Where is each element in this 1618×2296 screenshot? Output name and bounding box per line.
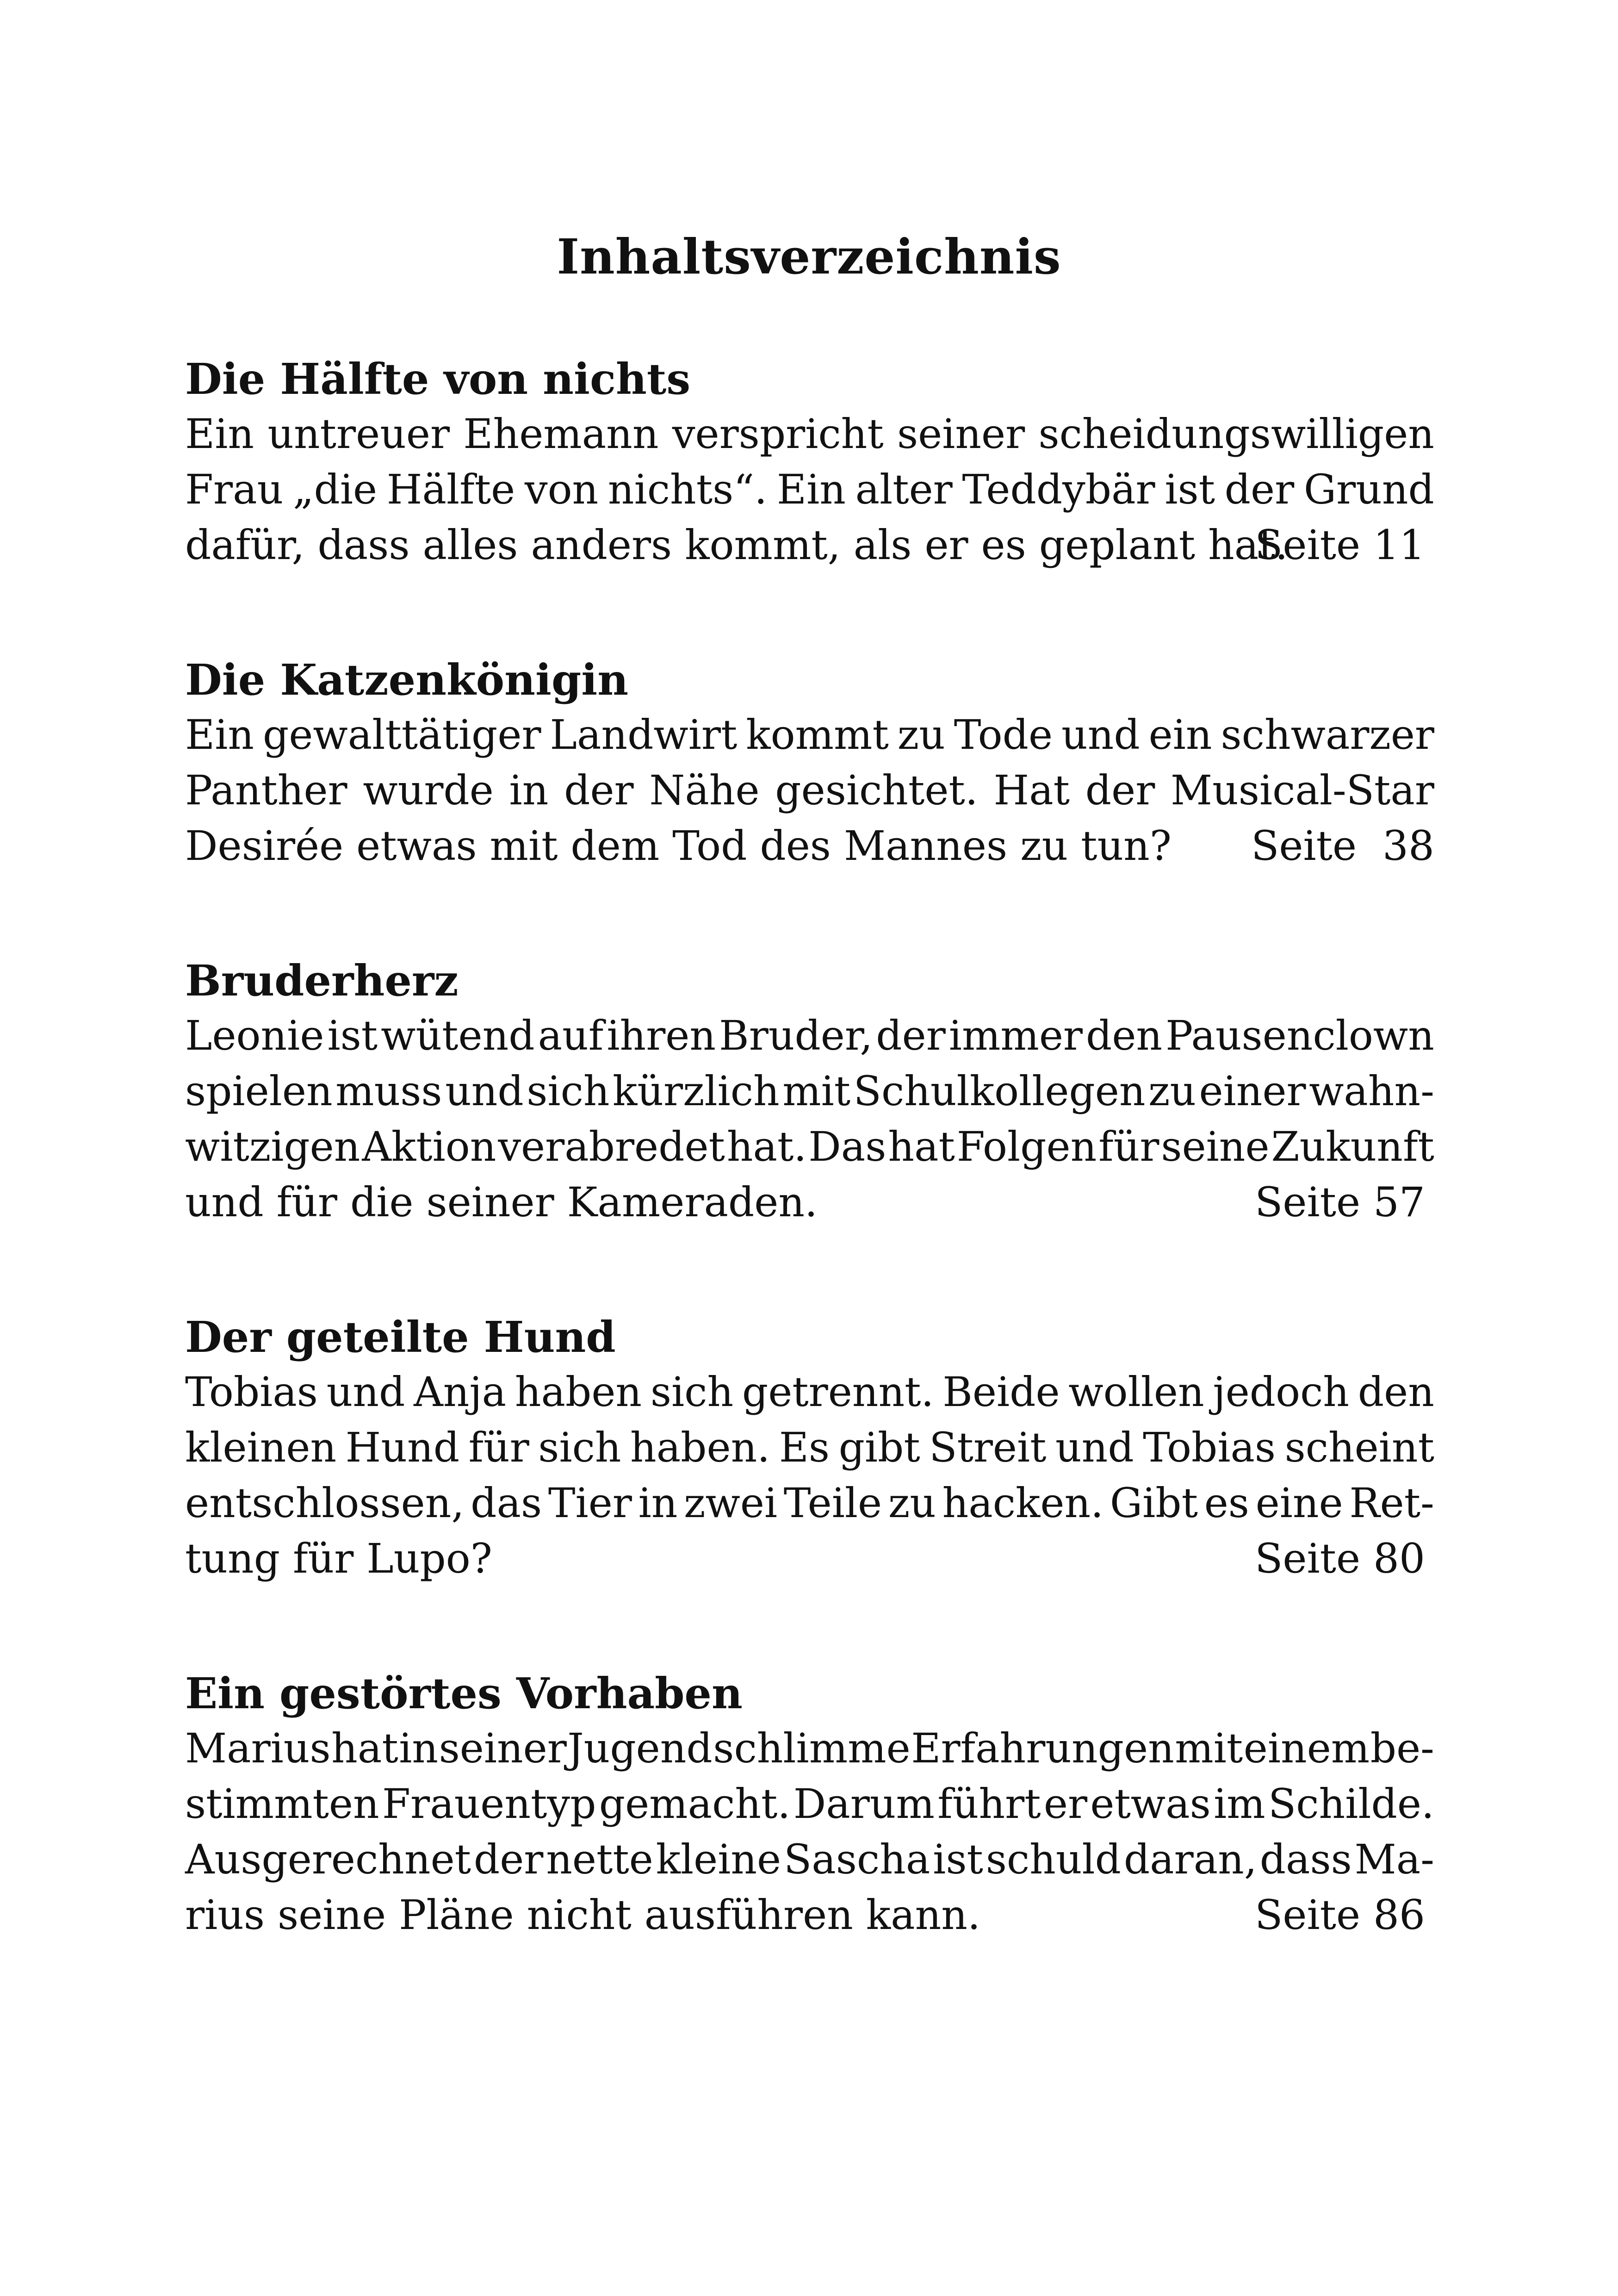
word: Streit	[929, 1424, 1047, 1471]
word: wütend	[381, 1012, 535, 1059]
word: ist	[327, 1012, 378, 1059]
word: Erfahrungen	[911, 1724, 1174, 1772]
entry-description-line	[185, 1776, 1434, 1832]
word: Hund	[345, 1424, 460, 1471]
word: Ein	[185, 410, 254, 458]
word: Folgen	[956, 1123, 1097, 1170]
word: sich	[650, 1368, 734, 1416]
word: schuld	[986, 1836, 1121, 1883]
word: kürzlich	[613, 1067, 780, 1115]
word: der	[564, 766, 634, 814]
word: der	[1085, 766, 1155, 814]
word: Schilde.	[1268, 1780, 1434, 1828]
word: mit	[782, 1067, 851, 1115]
entry-description-line	[185, 1119, 1434, 1175]
word: den	[1086, 1012, 1163, 1059]
word: der	[876, 1012, 946, 1059]
word: Sascha	[783, 1836, 930, 1883]
word: Teddybär	[962, 466, 1155, 513]
entry-description-line	[185, 707, 1434, 763]
word: Anja	[414, 1368, 507, 1416]
word: von	[524, 466, 599, 513]
word: hat	[331, 1724, 398, 1772]
word: hat	[888, 1123, 955, 1170]
entry-description-end: rius seine Pläne nicht ausführen kann.	[185, 1891, 980, 1939]
word: seine	[1161, 1123, 1270, 1170]
word: sich	[527, 1067, 610, 1115]
word: Tobias	[185, 1368, 318, 1416]
word: Frauentyp	[382, 1780, 596, 1828]
word: getrennt.	[742, 1368, 934, 1416]
entry-description-line	[185, 1364, 1434, 1420]
word: es	[1204, 1479, 1249, 1527]
word: etwas	[1090, 1780, 1211, 1828]
entry-description-end: und für die seiner Kameraden.	[185, 1178, 818, 1226]
word: daran,	[1123, 1836, 1257, 1883]
word: in	[509, 766, 549, 814]
word: für	[468, 1424, 529, 1471]
word: spielen	[185, 1067, 333, 1115]
word: untreuer	[267, 410, 450, 458]
toc-entry	[185, 1310, 1434, 1587]
word: Hälfte	[386, 466, 515, 513]
page-reference: Seite 86	[1255, 1891, 1425, 1939]
word: wahn-	[1309, 1067, 1434, 1115]
word: und	[445, 1067, 524, 1115]
word: Pausenclown	[1165, 1012, 1434, 1059]
word: ist	[933, 1836, 983, 1883]
word: Ein	[776, 466, 846, 513]
page-reference: Seite 11	[1255, 521, 1425, 569]
word: Das	[808, 1123, 886, 1170]
word: Landwirt	[550, 711, 738, 759]
word: witzigen	[185, 1123, 360, 1170]
toc-entry	[185, 352, 1434, 573]
word: haben	[515, 1368, 642, 1416]
word: wollen	[1068, 1368, 1204, 1416]
word: nette	[546, 1836, 653, 1883]
entry-last-line	[185, 818, 1434, 874]
word: Jugend	[567, 1724, 713, 1772]
word: wurde	[363, 766, 494, 814]
word: Ehemann	[463, 410, 659, 458]
word: ein	[1148, 711, 1212, 759]
entry-description-line	[185, 1721, 1434, 1776]
word: Leonie	[185, 1012, 324, 1059]
word: jedoch	[1213, 1368, 1350, 1416]
word: im	[1214, 1780, 1265, 1828]
word: Es	[779, 1424, 830, 1471]
word: in	[399, 1724, 439, 1772]
word: ihren	[607, 1012, 716, 1059]
word: Schulkollegen	[853, 1067, 1146, 1115]
word: Panther	[185, 766, 347, 814]
word: hat.	[726, 1123, 807, 1170]
word: nichts“.	[608, 466, 768, 513]
word: zu	[897, 711, 945, 759]
word: Tobias	[1143, 1424, 1276, 1471]
entry-description-line	[185, 462, 1434, 517]
word: dass	[1259, 1836, 1352, 1883]
word: gewalttätiger	[263, 711, 541, 759]
word: Aktion	[362, 1123, 496, 1170]
word: verspricht	[672, 410, 884, 458]
word: einem	[1243, 1724, 1370, 1772]
word: zu	[888, 1479, 936, 1527]
toc-entry	[185, 653, 1434, 874]
word: Bruder,	[719, 1012, 873, 1059]
word: zu	[1148, 1067, 1196, 1115]
entry-heading: Die Katzenkönigin	[185, 655, 629, 705]
word: Teile	[783, 1479, 882, 1527]
toc-entry	[185, 953, 1434, 1230]
word: scheint	[1284, 1424, 1434, 1471]
word: und	[1055, 1424, 1134, 1471]
word: gibt	[838, 1424, 920, 1471]
word: schwarzer	[1221, 711, 1434, 759]
word: der	[1224, 466, 1295, 513]
word: in	[638, 1479, 678, 1527]
word: gesichtet.	[775, 766, 978, 814]
word: verabredet	[498, 1123, 725, 1170]
word: immer	[948, 1012, 1083, 1059]
word: Zukunft	[1271, 1123, 1434, 1170]
word: seiner	[439, 1724, 567, 1772]
page-title: Inhaltsverzeichnis	[557, 228, 1061, 285]
word: kommt	[746, 711, 889, 759]
entry-description-line	[185, 1832, 1434, 1887]
word: Ein	[185, 711, 254, 759]
entry-heading: Bruderherz	[185, 956, 459, 1006]
word: Musical-Star	[1171, 766, 1434, 814]
entry-last-line	[185, 1175, 1434, 1230]
entry-description-line	[185, 406, 1434, 462]
word: Hat	[993, 766, 1070, 814]
word: Tode	[954, 711, 1053, 759]
entry-last-line	[185, 1531, 1434, 1587]
word: den	[1358, 1368, 1434, 1416]
word: Ret-	[1349, 1479, 1434, 1527]
word: sich	[538, 1424, 621, 1471]
entry-description-end: dafür, dass alles anders kommt, als er es geplant hat.	[185, 521, 1288, 569]
word: zwei	[684, 1479, 778, 1527]
word: Beide	[942, 1368, 1060, 1416]
entry-description-line	[185, 1475, 1434, 1531]
page-reference: Seite 80	[1255, 1535, 1425, 1582]
word: Ma-	[1354, 1836, 1434, 1883]
word: Marius	[185, 1724, 331, 1772]
word: muss	[335, 1067, 442, 1115]
entry-heading: Die Hälfte von nichts	[185, 354, 691, 404]
word: Nähe	[649, 766, 760, 814]
word: schlimme	[713, 1724, 911, 1772]
word: scheidungswilligen	[1038, 410, 1434, 458]
entry-last-line	[185, 1887, 1434, 1943]
page-reference: Seite 38	[1251, 822, 1434, 870]
word: einer	[1199, 1067, 1306, 1115]
page-reference: Seite 57	[1255, 1178, 1425, 1226]
word: gemacht.	[599, 1780, 791, 1828]
word: alter	[855, 466, 953, 513]
word: ist	[1165, 466, 1215, 513]
word: für	[1098, 1123, 1159, 1170]
word: hacken.	[942, 1479, 1104, 1527]
entry-heading: Der geteilte Hund	[185, 1312, 616, 1362]
word: seiner	[897, 410, 1025, 458]
word: und	[326, 1368, 405, 1416]
word: führt	[937, 1780, 1041, 1828]
word: entschlossen,	[185, 1479, 465, 1527]
toc-entry	[185, 1666, 1434, 1943]
word: eine	[1255, 1479, 1343, 1527]
word: das	[471, 1479, 542, 1527]
word: „die	[292, 466, 378, 513]
entry-description-end: tung für Lupo?	[185, 1535, 492, 1582]
word: haben.	[630, 1424, 770, 1471]
word: Frau	[185, 466, 284, 513]
word: Darum	[793, 1780, 935, 1828]
word: der	[473, 1836, 544, 1883]
entry-last-line	[185, 517, 1434, 573]
word: kleinen	[185, 1424, 337, 1471]
word: Ausgerechnet	[185, 1836, 471, 1883]
word: be-	[1370, 1724, 1434, 1772]
entry-description-line	[185, 1008, 1434, 1064]
word: auf	[538, 1012, 604, 1059]
word: kleine	[656, 1836, 781, 1883]
entry-description-line	[185, 1420, 1434, 1475]
word: stimmten	[185, 1780, 379, 1828]
word: mit	[1175, 1724, 1243, 1772]
word: Gibt	[1110, 1479, 1198, 1527]
entry-description-line	[185, 1064, 1434, 1119]
word: und	[1061, 711, 1140, 759]
word: Tier	[548, 1479, 632, 1527]
word: Grund	[1303, 466, 1434, 513]
entry-heading: Ein gestörtes Vorhaben	[185, 1668, 743, 1718]
word: er	[1043, 1780, 1088, 1828]
entry-description-end: Desirée etwas mit dem Tod des Mannes zu tun?	[185, 822, 1172, 870]
entry-description-line	[185, 763, 1434, 818]
